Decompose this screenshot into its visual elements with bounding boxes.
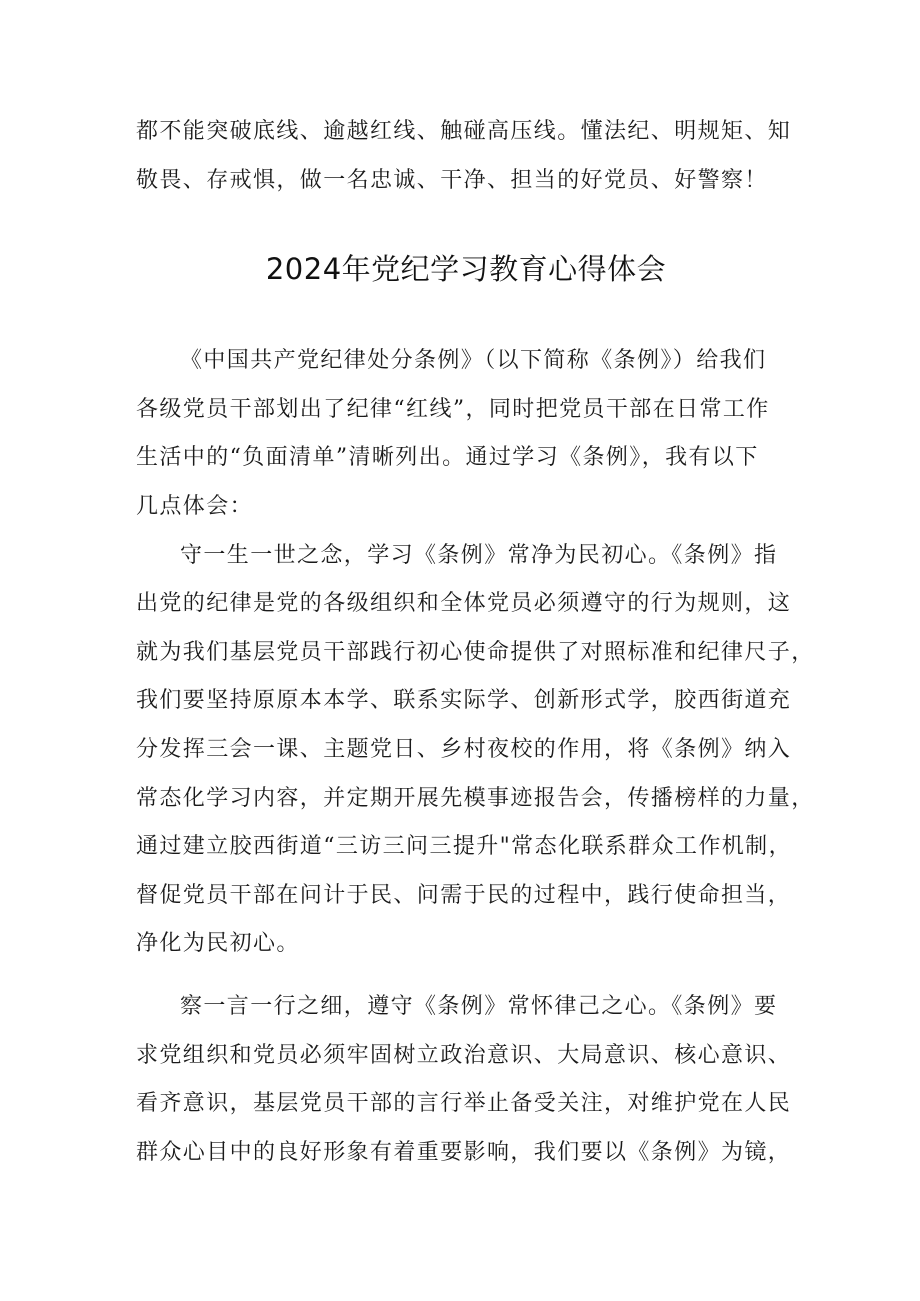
text-line: 敬畏、存戒惧，做一名忠诚、干净、担当的好党员、好警察！ xyxy=(136,167,768,193)
text-line: 生活中的“负面清单”清晰列出。通过学习《条例》，我有以下 xyxy=(136,445,759,471)
text-line: 都不能突破底线、逾越红线、触碰高压线。懂法纪、明规矩、知 xyxy=(136,119,792,144)
paragraph-1 xyxy=(136,337,796,531)
text-line: 就为我们基层党员干部践行初心使命提供了对照标准和纪律尺子， xyxy=(136,639,815,665)
paragraph-3 xyxy=(136,983,796,1177)
text-line: 各级党员干部划出了纪律“红线”，同时把党员干部在日常工作 xyxy=(136,396,770,422)
document-title: 2024年党纪学习教育心得体会 xyxy=(265,252,667,287)
text-line: 净化为民初心。 xyxy=(136,931,300,957)
text-line: 守一生一世之念，学习《条例》常净为民初心。《条例》指 xyxy=(180,542,778,568)
text-line: 出党的纪律是党的各级组织和全体党员必须遵守的行为规则，这 xyxy=(136,591,792,617)
text-line: 通过建立胶西街道“三访三问三提升"常态化联系群众工作机制， xyxy=(136,834,792,860)
text-line: 察一言一行之细，遵守《条例》常怀律己之心。《条例》要 xyxy=(180,993,778,1019)
text-line: 看齐意识，基层党员干部的言行举止备受关注，对维护党在人民 xyxy=(136,1091,792,1117)
text-line: 分发挥三会一课、主题党日、乡村夜校的作用，将《条例》纳入 xyxy=(136,736,792,762)
paragraph-2 xyxy=(136,532,815,969)
text-line: 督促党员干部在问计于民、问需于民的过程中，践行使命担当， xyxy=(136,882,792,908)
text-line: 我们要坚持原原本本学、联系实际学、创新形式学，胶西街道充 xyxy=(136,688,792,714)
spacer xyxy=(136,969,796,983)
text-line: 几点体会： xyxy=(136,493,254,519)
document-body xyxy=(136,108,815,1177)
text-line: 群众心目中的良好形象有着重要影响，我们要以《条例》为镜， xyxy=(136,1139,792,1165)
intro-paragraph xyxy=(136,108,796,205)
spacer xyxy=(136,205,796,245)
text-line: 常态化学习内容，并定期开展先模事迹报告会，传播榜样的力量， xyxy=(136,785,815,811)
text-line: 《中国共产党纪律处分条例》（以下简称《条例》）给我们 xyxy=(180,348,767,374)
text-line: 求党组织和党员必须牢固树立政治意识、大局意识、核心意识、 xyxy=(136,1042,792,1068)
spacer xyxy=(136,293,796,337)
